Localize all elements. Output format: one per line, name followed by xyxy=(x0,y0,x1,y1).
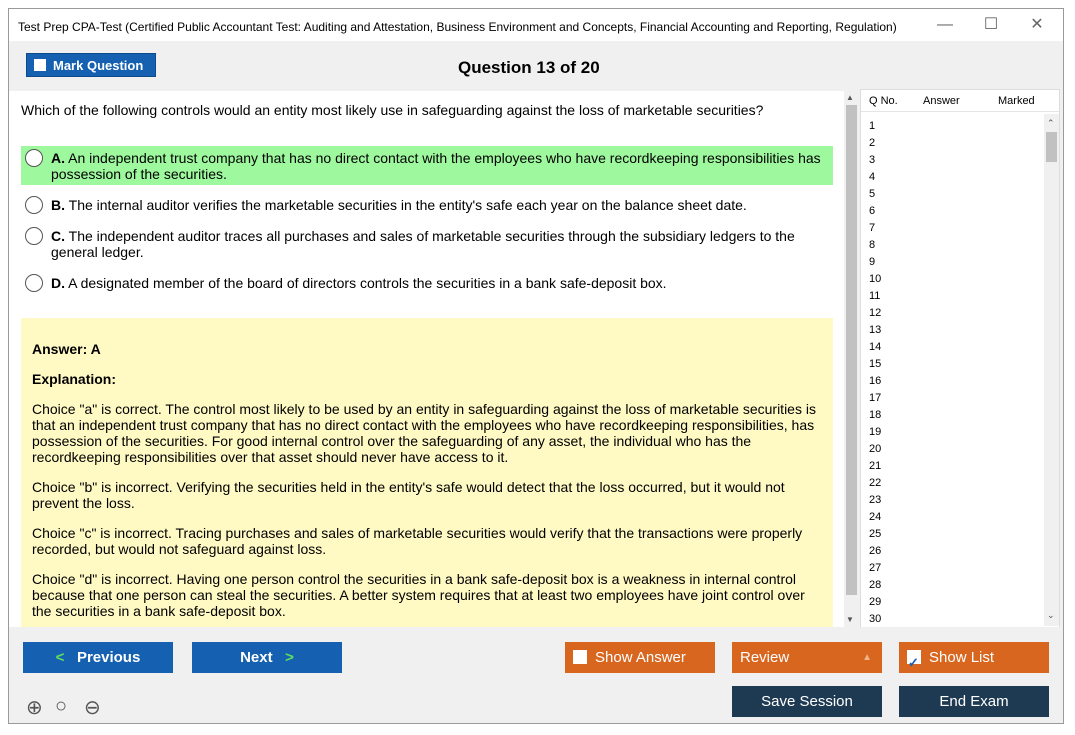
chevron-up-icon: ▲ xyxy=(862,652,872,663)
question-list-row[interactable]: 7 xyxy=(869,222,876,234)
option-b[interactable] xyxy=(21,193,833,216)
question-list-row[interactable]: 29 xyxy=(869,596,882,608)
radio-c[interactable] xyxy=(25,227,43,245)
question-list-row[interactable]: 5 xyxy=(869,188,876,200)
explanation-paragraph-c: Choice "c" is incorrect. Tracing purchases and sales of marketable securities would verify that the transactions were properly recorded, but would not safeguard against loss. xyxy=(32,525,803,557)
list-scroll-down-icon[interactable]: ⌄ xyxy=(1047,610,1055,620)
question-list-row[interactable]: 9 xyxy=(869,256,876,268)
option-c[interactable] xyxy=(21,224,833,263)
show-list-button[interactable] xyxy=(899,642,1049,673)
question-list-row[interactable]: 13 xyxy=(869,324,882,336)
question-list-row[interactable]: 15 xyxy=(869,358,882,370)
zoom-in-icon[interactable]: ⊕ xyxy=(26,697,43,719)
question-list-row[interactable]: 3 xyxy=(869,154,876,166)
option-a-text: An independent trust company that has no direct contact with the employees who have recordkeeping responsibilities has possession of the securities. xyxy=(51,150,821,182)
question-list-row[interactable]: 23 xyxy=(869,494,882,506)
question-list-row[interactable]: 30 xyxy=(869,613,882,625)
option-d[interactable] xyxy=(21,271,833,294)
col-qno[interactable]: Q No. xyxy=(869,95,898,107)
question-header xyxy=(9,41,1063,91)
question-list-row[interactable]: 14 xyxy=(869,341,882,353)
option-b-letter: B. xyxy=(51,197,65,213)
scroll-up-icon[interactable]: ▲ xyxy=(846,93,854,102)
answer-label: Answer: A xyxy=(32,341,101,357)
question-list-row[interactable]: 2 xyxy=(869,137,876,149)
mark-question-button[interactable] xyxy=(26,53,156,77)
question-list-row[interactable]: 28 xyxy=(869,579,882,591)
list-scrollbar[interactable] xyxy=(1044,114,1059,626)
save-session-button[interactable]: Save Session xyxy=(732,686,882,717)
review-label: Review xyxy=(740,649,790,666)
question-list-rows xyxy=(869,118,881,628)
question-list-row[interactable]: 18 xyxy=(869,409,882,421)
question-list-row[interactable]: 17 xyxy=(869,392,882,404)
window-title: Test Prep CPA-Test (Certified Public Accountant Test: Auditing and Attestation, Business Environment and Concepts, Financial Accounting and Reporting, Regulation) xyxy=(18,20,897,34)
question-list-row[interactable]: 19 xyxy=(869,426,882,438)
option-d-text: A designated member of the board of directors controls the securities in a bank safe-deposit box. xyxy=(68,275,667,291)
question-list-row[interactable]: 16 xyxy=(869,375,882,387)
maximize-icon[interactable]: ☐ xyxy=(983,16,999,33)
question-list-row[interactable]: 12 xyxy=(869,307,882,319)
previous-button[interactable] xyxy=(23,642,173,673)
col-answer[interactable]: Answer xyxy=(923,95,960,107)
radio-d[interactable] xyxy=(25,274,43,292)
question-list-header xyxy=(861,90,1059,112)
explanation-heading: Explanation: xyxy=(32,371,117,387)
question-list-row[interactable]: 1 xyxy=(869,120,876,132)
show-list-checkbox-icon[interactable] xyxy=(907,650,921,664)
col-marked[interactable]: Marked xyxy=(998,95,1035,107)
next-label: Next xyxy=(240,649,273,666)
end-exam-button[interactable]: End Exam xyxy=(899,686,1049,717)
question-list-row[interactable]: 26 xyxy=(869,545,882,557)
question-list-row[interactable]: 11 xyxy=(869,290,881,302)
explanation-panel xyxy=(21,318,833,628)
previous-label: Previous xyxy=(76,649,141,666)
question-list-row[interactable]: 8 xyxy=(869,239,876,251)
question-list-row[interactable]: 21 xyxy=(869,460,882,472)
option-a[interactable] xyxy=(21,146,833,185)
explanation-paragraph-b: Choice "b" is incorrect. Verifying the securities held in the entity's safe would detect that the loss occurred, but it would not prevent the loss. xyxy=(32,479,785,511)
option-b-text: The internal auditor verifies the marketable securities in the entity's safe each year on the balance sheet date. xyxy=(68,197,747,213)
question-list xyxy=(860,89,1060,629)
question-scroll-thumb[interactable] xyxy=(846,105,857,595)
question-list-row[interactable]: 27 xyxy=(869,562,882,574)
next-button[interactable] xyxy=(192,642,342,673)
mark-question-label: Mark Question xyxy=(53,58,144,73)
question-list-row[interactable]: 6 xyxy=(869,205,876,217)
zoom-out-icon[interactable]: ⊖ xyxy=(84,697,101,719)
option-c-text: The independent auditor traces all purchases and sales of marketable securities through the subsidiary ledgers to the general ledger. xyxy=(51,228,795,260)
question-list-row[interactable]: 20 xyxy=(869,443,882,455)
radio-a[interactable] xyxy=(25,149,43,167)
show-list-label: Show List xyxy=(929,649,995,666)
mark-checkbox-icon xyxy=(34,59,46,71)
question-list-row[interactable]: 4 xyxy=(869,171,876,183)
show-answer-button[interactable] xyxy=(565,642,715,673)
show-answer-checkbox-icon[interactable] xyxy=(573,650,587,664)
radio-b[interactable] xyxy=(25,196,43,214)
question-scrollbar[interactable] xyxy=(844,91,859,627)
list-scroll-up-icon[interactable]: ⌃ xyxy=(1047,118,1055,128)
option-c-letter: C. xyxy=(51,228,65,244)
option-d-letter: D. xyxy=(51,275,65,291)
title-bar xyxy=(9,9,1063,41)
close-icon[interactable]: ✕ xyxy=(1030,16,1044,33)
app-window xyxy=(8,8,1064,724)
question-list-row[interactable]: 24 xyxy=(869,511,882,523)
footer-bar xyxy=(9,627,1063,723)
chevron-left-icon: < xyxy=(55,649,65,666)
minimize-icon[interactable]: — xyxy=(937,16,953,33)
chevron-right-icon: > xyxy=(285,649,294,666)
list-scroll-thumb[interactable] xyxy=(1046,132,1057,162)
question-pane xyxy=(9,91,844,627)
question-list-row[interactable]: 25 xyxy=(869,528,882,540)
zoom-reset-icon[interactable]: ○ xyxy=(55,695,68,717)
question-list-row[interactable]: 22 xyxy=(869,477,882,489)
explanation-paragraph-a: Choice "a" is correct. The control most likely to be used by an entity in safeguarding against the loss of marketable securities is that an independent trust company that has no direct contact with the employees who have recordkeeping responsibilities, has possession of the securities. For good internal control over the safeguarding of any asset, the individual who has the recordkeeping responsibilities over that asset should never have access to it. xyxy=(32,401,816,465)
question-list-row[interactable]: 10 xyxy=(869,273,882,285)
scroll-down-icon[interactable]: ▼ xyxy=(846,615,854,624)
option-a-letter: A. xyxy=(51,150,65,166)
show-answer-label: Show Answer xyxy=(595,649,686,666)
question-text: Which of the following controls would an entity most likely use in safeguarding against the loss of marketable securities? xyxy=(21,102,764,118)
question-number-title: Question 13 of 20 xyxy=(458,58,600,77)
review-button[interactable] xyxy=(732,642,882,673)
explanation-paragraph-d: Choice "d" is incorrect. Having one person control the securities in a bank safe-deposit box is a weakness in internal control because that one person can steal the securities. A better system requires that at least two employees have joint control over the securities in a bank safe-deposit box. xyxy=(32,571,805,619)
